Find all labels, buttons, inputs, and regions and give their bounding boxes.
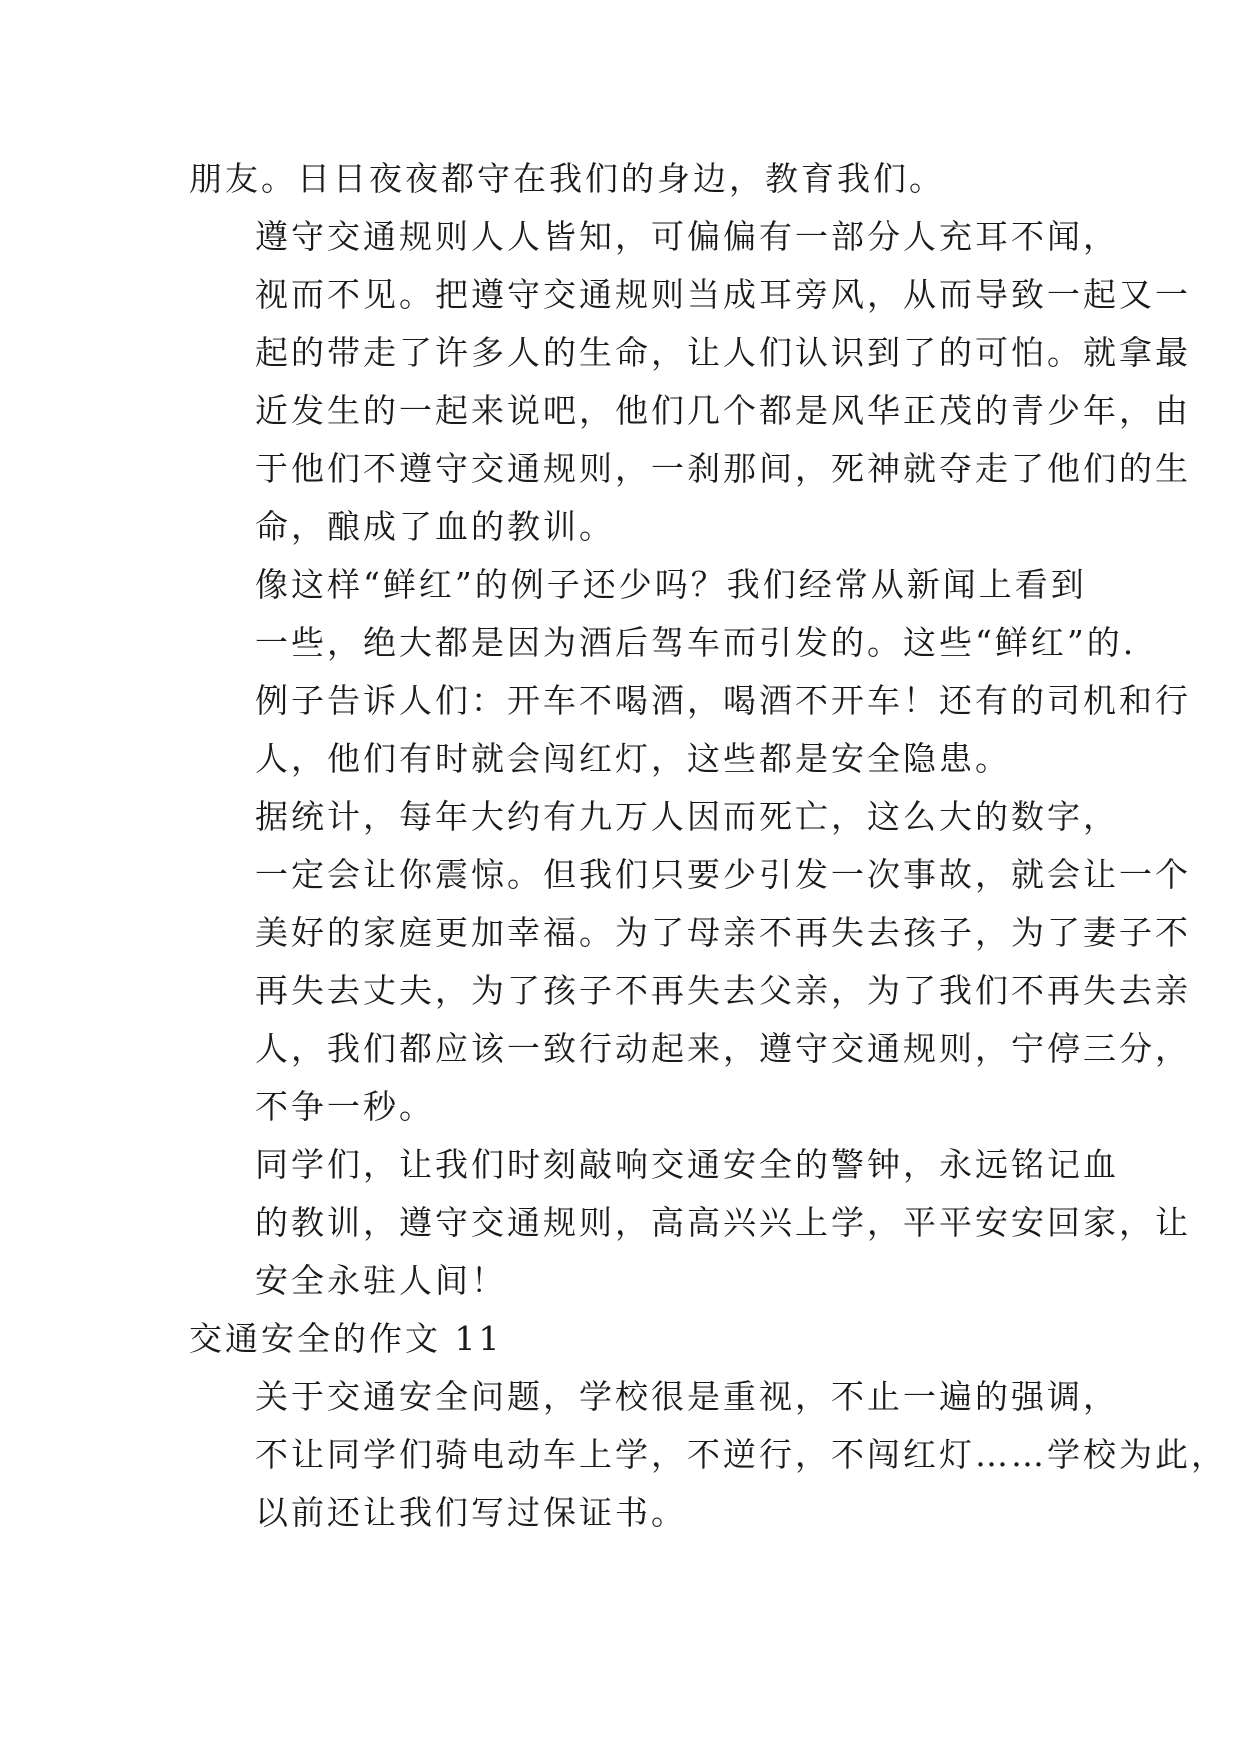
paragraph-statistics <box>189 788 1191 1136</box>
paragraph-classmates <box>189 1136 1191 1310</box>
text-line: 一些，绝大都是因为酒后驾车而引发的。这些“鲜红”的. <box>255 623 1137 662</box>
text-line: 安全永驻人间！ <box>255 1261 507 1300</box>
paragraph-traffic-rules <box>189 208 1191 556</box>
text-line: 于他们不遵守交通规则，一刹那间，死神就夺走了他们的生 <box>255 449 1191 488</box>
paragraph-continuation <box>189 150 1069 208</box>
text-line: 关于交通安全问题，学校很是重视，不止一遍的强调， <box>255 1377 1119 1416</box>
text-line: 不让同学们骑电动车上学，不逆行，不闯红灯……学校为此， <box>255 1435 1227 1474</box>
heading-text: 交通安全的作文 11 <box>189 1319 503 1358</box>
text-line: 像这样“鲜红”的例子还少吗？我们经常从新闻上看到 <box>255 565 1087 604</box>
text-line: 起的带走了许多人的生命，让人们认识到了的可怕。就拿最 <box>255 333 1191 372</box>
text-line: 例子告诉人们：开车不喝酒，喝酒不开车！还有的司机和行 <box>255 681 1191 720</box>
text-line: 人，我们都应该一致行动起来，遵守交通规则，宁停三分， <box>255 1029 1191 1068</box>
paragraph-school-emphasis <box>189 1368 1227 1542</box>
text-line: 一定会让你震惊。但我们只要少引发一次事故，就会让一个 <box>255 855 1191 894</box>
text-line: 遵守交通规则人人皆知，可偏偏有一部分人充耳不闻， <box>255 217 1119 256</box>
text-line: 视而不见。把遵守交通规则当成耳旁风，从而导致一起又一 <box>255 275 1191 314</box>
text-line: 美好的家庭更加幸福。为了母亲不再失去孩子，为了妻子不 <box>255 913 1191 952</box>
text-line: 以前还让我们写过保证书。 <box>255 1493 687 1532</box>
text-line: 命，酿成了血的教训。 <box>255 507 615 546</box>
document-body <box>189 150 1227 1542</box>
text-line: 据统计，每年大约有九万人因而死亡，这么大的数字， <box>255 797 1119 836</box>
text-line: 同学们，让我们时刻敲响交通安全的警钟，永远铭记血 <box>255 1145 1119 1184</box>
text-line: 近发生的一起来说吧，他们几个都是风华正茂的青少年，由 <box>255 391 1191 430</box>
text-line: 朋友。日日夜夜都守在我们的身边，教育我们。 <box>189 159 945 198</box>
text-line: 不争一秒。 <box>255 1087 435 1126</box>
text-line: 的教训，遵守交通规则，高高兴兴上学，平平安安回家，让 <box>255 1203 1191 1242</box>
paragraph-red-examples <box>189 556 1191 788</box>
text-line: 再失去丈夫，为了孩子不再失去父亲，为了我们不再失去亲 <box>255 971 1191 1010</box>
essay-heading <box>189 1310 1069 1368</box>
text-line: 人，他们有时就会闯红灯，这些都是安全隐患。 <box>255 739 1011 778</box>
